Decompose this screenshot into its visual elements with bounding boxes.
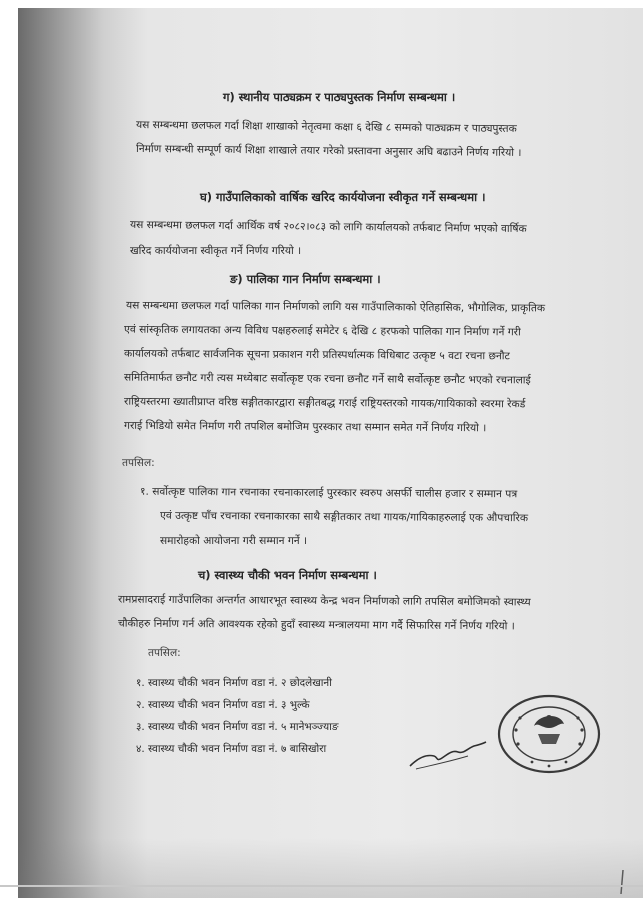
section-ng-line-1: यस सम्बन्धमा छलफल गर्दा पालिका गान निर्माणको लागि यस गाउँपालिकाको ऐतिहासिक, भौगोलिक, प्राकृतिक [125, 299, 546, 315]
health-post-item-4: ४. स्वास्थ्य चौकी भवन निर्माण वडा नं. ७ बासिखोरा [136, 743, 327, 755]
section-cha-heading: च) स्वास्थ्य चौकी भवन निर्माण सम्बन्धमा । [198, 568, 377, 582]
scan-edge-line [0, 885, 643, 887]
scanned-page [18, 8, 643, 898]
section-cha-line-2: चौकीहरु निर्माण गर्न अति आवश्यक रहेको हुदाँ स्वास्थ्य मन्त्रालयमा माग गर्दै सिफारिस गर्ने निर्णय गरियो । [117, 617, 515, 633]
section-ga-heading: ग) स्थानीय पाठ्यक्रम र पाठ्यपुस्तक निर्माण सम्बन्धमा । [223, 90, 456, 104]
section-ng-item-line-2: एवं उत्कृष्ट पाँच रचनाका रचनाकारका साथै सङ्गीतकार तथा गायक/गायिकाहरुलाई एक औपचारिक [159, 509, 529, 525]
section-cha-tapasil-label: तपसिल: [148, 647, 181, 659]
section-gha-line-1: यस सम्बन्धमा छलफल गर्दा आर्थिक वर्ष २०८२।०८३ को लागि कार्यालयको तर्फबाट निर्माण भएको वार्षिक [129, 218, 527, 236]
section-ng-tapasil-label: तपसिल: [122, 457, 155, 469]
section-ng-line-3: कार्यालयको तर्फबाट सार्वजनिक सूचना प्रकाशन गरी प्रतिस्पर्धात्मक विधिबाट उत्कृष्ट ५ वटा रचना छनौट [123, 347, 510, 363]
health-post-item-2: २. स्वास्थ्य चौकी भवन निर्माण वडा नं. ३ भुल्के [136, 699, 310, 711]
health-post-item-3: ३. स्वास्थ्य चौकी भवन निर्माण वडा नं. ५ मानेभञ्ज्याङ [136, 721, 339, 733]
section-ng-line-2: एवं सांस्कृतिक लगायतका अन्य विविध पक्षहरुलाई समेटेर ६ देखि ८ हरफको पालिका गान निर्माण गर्ने गरी [123, 323, 521, 339]
section-cha-line-1: रामप्रसादराई गाउँपालिका अन्तर्गत आधारभूत स्वास्थ्य केन्द्र भवन निर्माणको लागि तपसिल बमोजिमको स्वास्थ्य [117, 593, 531, 609]
section-ng-line-6: गराई भिडियो समेत निर्माण गरी तपशिल बमोजिम पुरस्कार तथा सम्मान समेत गर्ने निर्णय गरियो । [123, 419, 487, 435]
section-ng-line-4: समितिमार्फत छनौट गरी त्यस मध्येबाट सर्वोत्कृष्ट एक रचना छनौट गर्ने साथै सर्वोत्कृष्ट छनौट भएको रचनालाई [123, 371, 531, 387]
section-ng-item-line-3: समारोहको आयोजना गरी सम्मान गर्ने । [160, 535, 308, 547]
section-ga-line-2: निर्माण सम्बन्धी सम्पूर्ण कार्य शिक्षा शाखाले तयार गरेको प्रस्तावना अनुसार अघि बढाउने निर्णय गरियो । [135, 142, 522, 160]
section-ng-heading: ङ) पालिका गान निर्माण सम्बन्धमा । [230, 272, 381, 286]
section-ng-line-5: राष्ट्रियस्तरमा ख्यातीप्राप्त वरिष्ठ सङ्गीतकारद्वारा सङ्गीतबद्ध गराई राष्ट्रियस्तरको गायक/गायिकाको स्वरमा रेकर्ड [123, 395, 526, 411]
office-seal [490, 688, 608, 778]
section-gha-line-2: खरिद कार्ययोजना स्वीकृत गर्ने निर्णय गरियो । [130, 245, 302, 257]
section-gha-heading: घ) गाउँपालिकाको वार्षिक खरिद कार्ययोजना स्वीकृत गर्ने सम्बन्धमा । [200, 190, 486, 204]
signature-scribble [408, 736, 488, 772]
margin-mark [616, 868, 630, 896]
section-ng-item-line-1: १. सर्वोत्कृष्ट पालिका गान रचनाका रचनाकारलाई पुरस्कार स्वरुप असर्फी चालीस हजार र सम्मान पत्र [139, 485, 518, 501]
health-post-item-1: १. स्वास्थ्य चौकी भवन निर्माण वडा नं. २ छोदलेखानी [136, 677, 332, 689]
section-ga-line-1: यस सम्बन्धमा छलफल गर्दा शिक्षा शाखाको नेतृत्वमा कक्षा ६ देखि ८ सम्मको पाठ्यक्रम र पाठ्यपुस्तक [135, 119, 517, 135]
